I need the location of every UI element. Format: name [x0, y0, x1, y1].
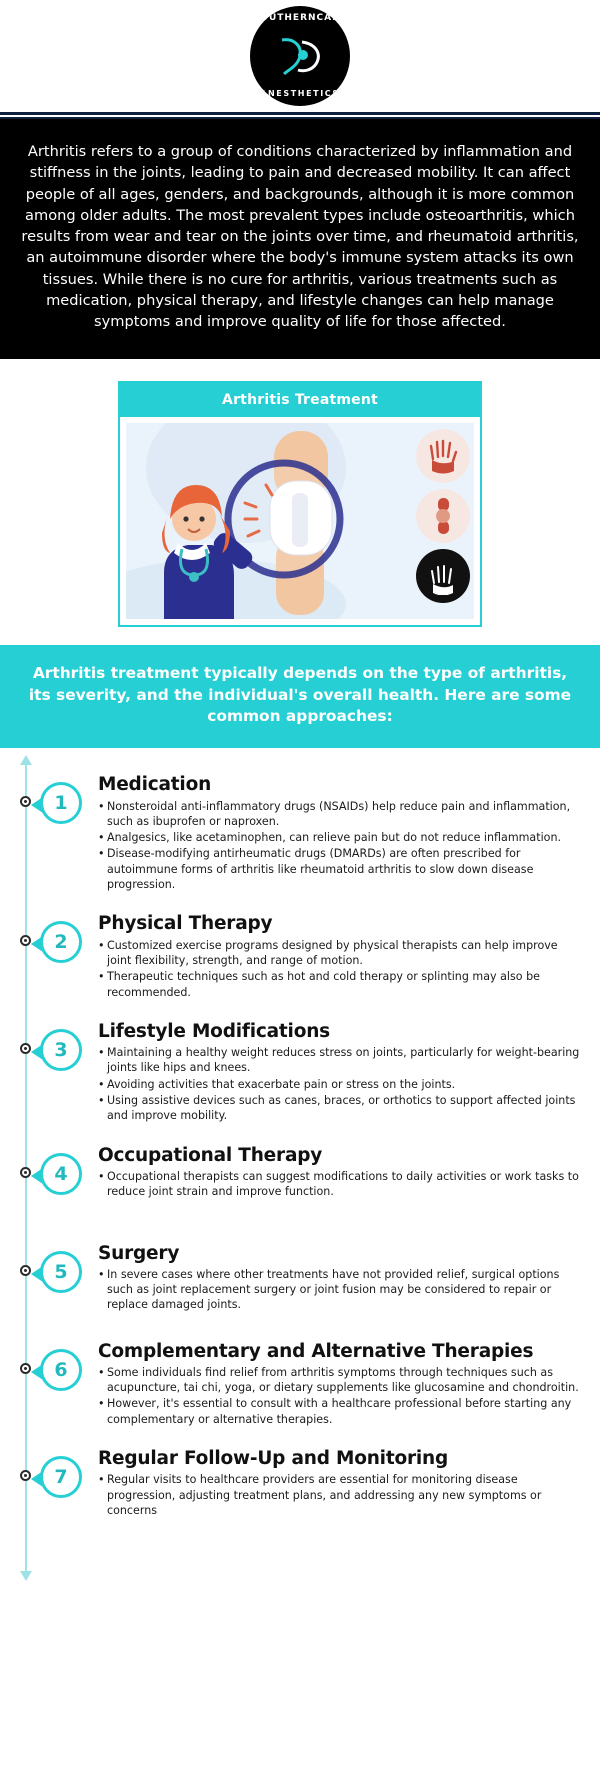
- timeline-step: [14, 1243, 586, 1321]
- step-title: Medication: [98, 774, 212, 796]
- foot-xray-thumbnail: [416, 549, 470, 603]
- timeline-node-icon: [20, 1363, 31, 1374]
- step-number-badge: 7: [40, 1456, 82, 1498]
- list-item: • In severe cases where other treatments have not provided relief, surgical options such as joint replacement surgery or joint fusion may be considered to repair or replace damaged joints.: [98, 1267, 584, 1313]
- list-item: • Disease-modifying antirheumatic drugs (DMARDs) are often prescribed for autoimmune forms of arthritis like rheumatoid arthritis to slow down disease progression.: [98, 846, 584, 892]
- timeline-step: [14, 913, 586, 1000]
- timeline-node-icon: [20, 796, 31, 807]
- timeline-node-icon: [20, 1265, 31, 1276]
- step-title: Occupational Therapy: [98, 1144, 323, 1166]
- list-item: • Nonsteroidal anti-inflammatory drugs (NSAIDs) help reduce pain and inflammation, such as ibuprofen or naproxen.: [98, 799, 584, 830]
- step-number-badge: 6: [40, 1349, 82, 1391]
- step-number-badge: 1: [40, 782, 82, 824]
- header-divider: [0, 112, 600, 115]
- brand-name-bottom: ANESTHETICS: [260, 89, 340, 98]
- logo-band: [0, 0, 600, 112]
- timeline-node-icon: [20, 935, 31, 946]
- timeline-step: [14, 1145, 586, 1223]
- step-bullet-list: [98, 1267, 584, 1313]
- skeleton-joint-mark-icon: [250, 23, 350, 89]
- timeline-node-icon: [20, 1167, 31, 1178]
- list-item: • Occupational therapists can suggest modifications to daily activities or work tasks to reduce joint strain and improve function.: [98, 1169, 584, 1200]
- list-item: • Some individuals find relief from arthritis symptoms through techniques such as acupuncture, tai chi, yoga, or dietary supplements like glucosamine and chondroitin.: [98, 1365, 584, 1396]
- illustration-card: [118, 381, 482, 627]
- step-title: Surgery: [98, 1242, 180, 1264]
- treatment-timeline: [0, 748, 600, 1580]
- step-title: Regular Follow-Up and Monitoring: [98, 1448, 449, 1469]
- step-bullet-list: [98, 938, 584, 1000]
- timeline-step: [14, 1021, 586, 1125]
- step-number-badge: 5: [40, 1251, 82, 1293]
- list-item: • Regular visits to healthcare providers are essential for monitoring disease progression, adjusting treatment plans, and addressing any new symptoms or concerns: [98, 1472, 584, 1518]
- step-title: Complementary and Alternative Therapies: [98, 1340, 534, 1362]
- list-item: • Customized exercise programs designed by physical therapists can help improve joint flexibility, strength, and range of motion.: [98, 938, 584, 969]
- timeline-node-icon: [20, 1470, 31, 1481]
- list-item: • Therapeutic techniques such as hot and cold therapy or splinting may also be recommended.: [98, 969, 584, 1000]
- xray-thumbnails: [416, 429, 470, 603]
- timeline-step: [14, 1448, 586, 1526]
- brand-name-top: SOUTHERNCARE: [252, 13, 348, 23]
- step-bullet-list: [98, 1472, 584, 1518]
- step-bullet-list: [98, 1365, 584, 1427]
- list-item: • Using assistive devices such as canes, braces, or orthotics to support affected joints and improve mobility.: [98, 1093, 584, 1124]
- brand-logo: [250, 6, 350, 106]
- step-title: Lifestyle Modifications: [98, 1020, 330, 1042]
- timeline-step: [14, 774, 586, 893]
- step-bullet-list: [98, 799, 584, 893]
- step-number-badge: 4: [40, 1153, 82, 1195]
- timeline-step: [14, 1341, 586, 1428]
- step-bullet-list: [98, 1045, 584, 1123]
- step-number-badge: 3: [40, 1029, 82, 1071]
- step-bullet-list: [98, 1169, 584, 1200]
- illustration-title: Arthritis Treatment: [120, 383, 480, 417]
- list-item: • Avoiding activities that exacerbate pain or stress on the joints.: [98, 1077, 584, 1092]
- section-banner: Arthritis treatment typically depends on the type of arthritis, its severity, and the individual's overall health. Here are some common approaches:: [0, 645, 600, 749]
- timeline-node-icon: [20, 1043, 31, 1054]
- illustration-section: [0, 359, 600, 645]
- step-title: Physical Therapy: [98, 913, 273, 935]
- step-number-badge: 2: [40, 921, 82, 963]
- hand-xray-thumbnail: [416, 429, 470, 483]
- doctor-and-knee-illustration: [126, 423, 426, 619]
- list-item: • However, it's essential to consult with a healthcare professional before starting any complementary or alternative therapies.: [98, 1396, 584, 1427]
- illustration-scene: [126, 423, 474, 619]
- intro-paragraph: Arthritis refers to a group of conditions characterized by inflammation and stiffness in the joints, leading to pain and decreased mobility. It can affect people of all ages, genders, and backgrounds, although it is more common among older adults. The most prevalent types include osteoarthritis, which results from wear and tear on the joints over time, and rheumatoid arthritis, an autoimmune disorder where the body's immune system attacks its own tissues. While there is no cure for arthritis, various treatments such as medication, physical therapy, and lifestyle changes can help manage symptoms and improve quality of life for those affected.: [0, 119, 600, 359]
- knee-xray-thumbnail: [416, 489, 470, 543]
- list-item: • Analgesics, like acetaminophen, can relieve pain but do not reduce inflammation.: [98, 830, 584, 845]
- list-item: • Maintaining a healthy weight reduces stress on joints, particularly for weight-bearing joints like hips and knees.: [98, 1045, 584, 1076]
